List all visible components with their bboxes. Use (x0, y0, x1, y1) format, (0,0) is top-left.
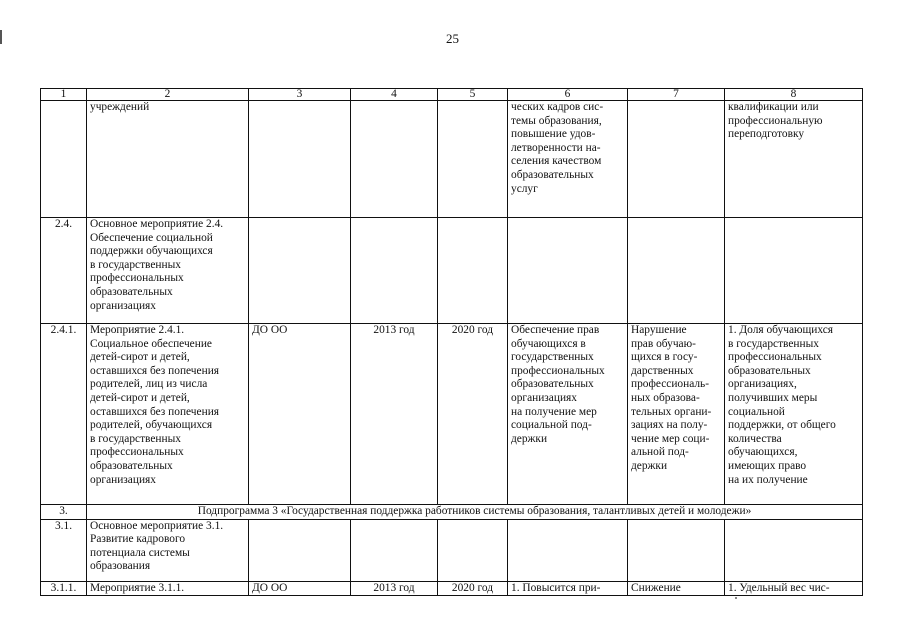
responsible-cell (249, 519, 351, 581)
start-year-cell: 2013 год (351, 324, 438, 505)
row-number-cell (41, 101, 87, 218)
table-header-row (41, 89, 863, 101)
consequences-cell (628, 101, 725, 218)
measure-name-cell: учреждений (87, 101, 249, 218)
end-year-cell (438, 519, 508, 581)
column-header: 6 (508, 89, 628, 101)
table-row (41, 519, 863, 581)
end-year-cell (438, 101, 508, 218)
scan-speck (735, 597, 737, 599)
consequences-cell: Нарушение прав обучаю- щихся в госу- дарственных профессиональ- ных образова- тельных органи- зациях на полу- чение мер соци- альной под- держки (628, 324, 725, 505)
start-year-cell (351, 101, 438, 218)
row-number-cell: 3.1. (41, 519, 87, 581)
table-row (41, 581, 863, 596)
expected-result-cell: 1. Повысится при- (508, 581, 628, 596)
section-row (41, 505, 863, 520)
responsible-cell: ДО ОО (249, 581, 351, 596)
column-header: 1 (41, 89, 87, 101)
table-row (41, 324, 863, 505)
start-year-cell: 2013 год (351, 581, 438, 596)
end-year-cell: 2020 год (438, 581, 508, 596)
measure-name-cell: Мероприятие 3.1.1. (87, 581, 249, 596)
expected-result-cell (508, 218, 628, 324)
indicator-cell: 1. Доля обучающихся в государственных профессиональных образовательных организациях, получивших меры социальной поддержки, от общего количества обучающихся, имеющих право на их получение (725, 324, 863, 505)
indicator-cell (725, 519, 863, 581)
consequences-cell (628, 218, 725, 324)
start-year-cell (351, 218, 438, 324)
end-year-cell: 2020 год (438, 324, 508, 505)
section-number-cell: 3. (41, 505, 87, 520)
subprogram-title-cell: Подпрограмма 3 «Государственная поддержка работников системы образования, талантливых детей и молодежи» (87, 505, 863, 520)
expected-result-cell (508, 519, 628, 581)
table-row (41, 101, 863, 218)
indicator-cell (725, 218, 863, 324)
consequences-cell: Снижение (628, 581, 725, 596)
column-header: 8 (725, 89, 863, 101)
measure-name-cell: Основное мероприятие 3.1. Развитие кадрового потенциала системы образования (87, 519, 249, 581)
indicator-cell: квалификации или профессиональную переподготовку (725, 101, 863, 218)
end-year-cell (438, 218, 508, 324)
column-header: 7 (628, 89, 725, 101)
row-number-cell: 2.4. (41, 218, 87, 324)
program-measures-table (40, 88, 863, 596)
start-year-cell (351, 519, 438, 581)
expected-result-cell: ческих кадров сис- темы образования, повышение удов- летворенности на- селения качеством образовательных услуг (508, 101, 628, 218)
expected-result-cell: Обеспечение прав обучающихся в государственных профессиональных образовательных организациях на получение мер социальной под- держки (508, 324, 628, 505)
column-header: 2 (87, 89, 249, 101)
indicator-cell: 1. Удельный вес чис- (725, 581, 863, 596)
row-number-cell: 3.1.1. (41, 581, 87, 596)
page-number: 25 (446, 31, 459, 46)
column-header: 4 (351, 89, 438, 101)
measure-name-cell: Основное мероприятие 2.4. Обеспечение социальной поддержки обучающихся в государственных профессиональных образовательных организациях (87, 218, 249, 324)
table-row (41, 218, 863, 324)
column-header: 3 (249, 89, 351, 101)
responsible-cell (249, 101, 351, 218)
consequences-cell (628, 519, 725, 581)
column-header: 5 (438, 89, 508, 101)
measure-name-cell: Мероприятие 2.4.1. Социальное обеспечение детей-сирот и детей, оставшихся без попечения родителей, лиц из числа детей-сирот и детей, оставшихся без попечения родителей, обучающихся в государственных профессиональных образовательных организациях (87, 324, 249, 505)
responsible-cell: ДО ОО (249, 324, 351, 505)
responsible-cell (249, 218, 351, 324)
row-number-cell: 2.4.1. (41, 324, 87, 505)
